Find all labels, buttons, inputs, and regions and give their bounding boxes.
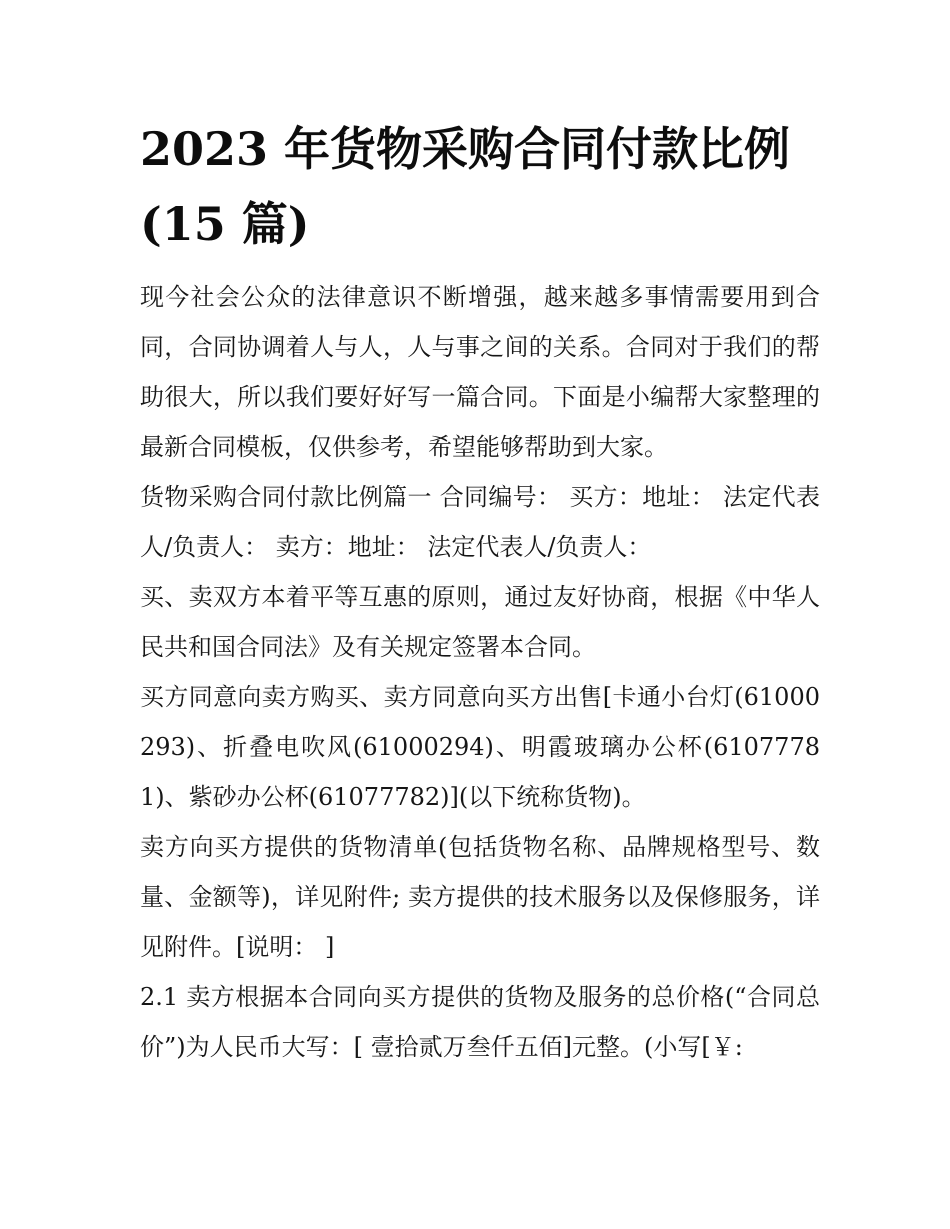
paragraph-goods-list: 卖方向买方提供的货物清单(包括货物名称、品牌规格型号、数量、金额等)，详见附件; 卖方提供的技术服务以及保修服务，详见附件。[说明： ] <box>140 833 820 961</box>
paragraph-price: 2.1 卖方根据本合同向买方提供的货物及服务的总价格(“合同总价”)为人民币大写：[ 壹拾贰万叁仟五佰]元整。(小写[￥: <box>140 983 820 1061</box>
document-body <box>140 112 820 1072</box>
document-title: 2023 年货物采购合同付款比例(15 篇) <box>140 122 791 251</box>
paragraph-principle: 买、卖双方本着平等互惠的原则，通过友好协商，根据《中华人民共和国合同法》及有关规定签署本合同。 <box>140 583 820 661</box>
paragraph-intro: 现今社会公众的法律意识不断增强，越来越多事情需要用到合同，合同协调着人与人，人与事之间的关系。合同对于我们的帮助很大，所以我们要好好写一篇合同。下面是小编帮大家整理的最新合同模板，仅供参考，希望能够帮助到大家。 <box>140 283 820 461</box>
paragraph-goods: 买方同意向卖方购买、卖方同意向买方出售[卡通小台灯(61000293)、折叠电吹风(61000294)、明霞玻璃办公杯(61077781)、紫砂办公杯(61077782)](以下统称货物)。 <box>140 683 820 811</box>
paragraph-contract-parties: 货物采购合同付款比例篇一 合同编号： 买方：地址： 法定代表人/负责人： 卖方：地址： 法定代表人/负责人： <box>140 483 820 561</box>
